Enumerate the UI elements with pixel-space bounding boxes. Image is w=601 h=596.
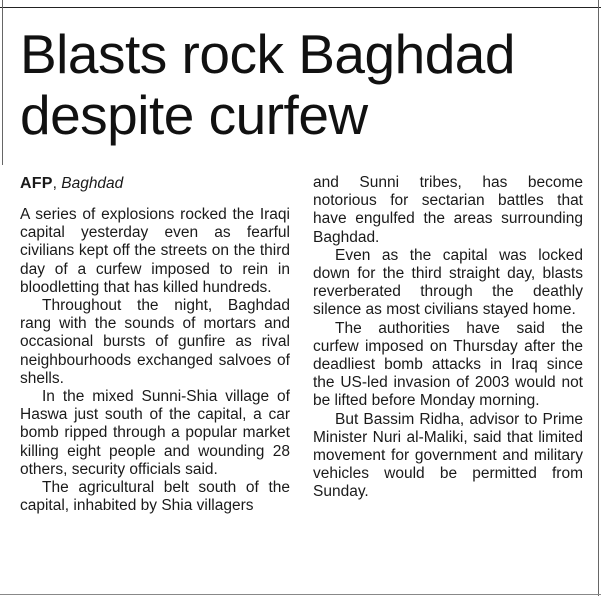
headline: Blasts rock Baghdad despite curfew (20, 23, 515, 146)
bottom-rule (0, 594, 601, 595)
paragraph-6: The authorities have said the curfew imposed on Thursday after the deadliest bomb attacks in Iraq since the US-led invasion of 2003 would not be lifted before Monday morning. (313, 319, 583, 410)
byline (20, 174, 290, 194)
byline-place: Baghdad (61, 175, 124, 192)
top-rule (0, 7, 601, 8)
paragraph-5: Even as the capital was locked down for the third straight day, blasts reverberated through the deathly silence as most civilians stayed home. (313, 246, 583, 319)
paragraph-7: But Bassim Ridha, advisor to Prime Minister Nuri al-Maliki, said that limited movement for government and military vehicles would be permitted from Sunday. (313, 410, 583, 501)
article-column-right (313, 174, 583, 502)
byline-separator: , (52, 175, 62, 192)
left-rule (2, 0, 3, 165)
article-column-left (20, 174, 290, 515)
paragraph-4: The agricultural belt south of the capital, inhabited by Shia villagers (20, 479, 290, 515)
paragraph-3: In the mixed Sunni-Shia village of Haswa just south of the capital, a car bomb ripped through a popular market killing eight people and wounding 28 others, security officials said. (20, 388, 290, 478)
paragraph-2: Throughout the night, Baghdad rang with the sounds of mortars and occasional bursts of gunfire as rival neighbourhoods exchanged salvoes of shells. (20, 297, 290, 387)
paragraph-1: A series of explosions rocked the Iraqi capital yesterday even as fearful civilians kept off the streets on the third day of a curfew imposed to rein in bloodletting that has killed hundreds. (20, 206, 290, 296)
right-rule (598, 0, 599, 596)
paragraph-4-continued: and Sunni tribes, has become notorious for sectarian battles that have engulfed the areas surrounding Baghdad. (313, 174, 583, 246)
byline-agency: AFP (20, 175, 53, 192)
